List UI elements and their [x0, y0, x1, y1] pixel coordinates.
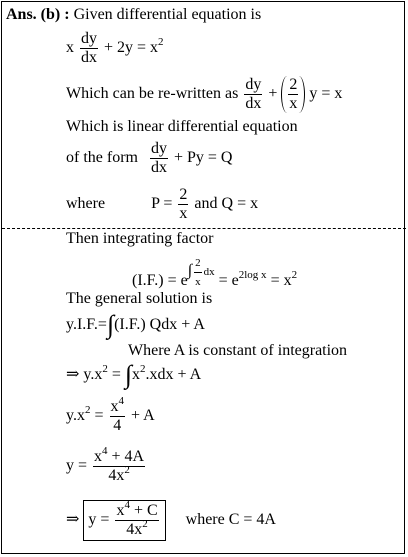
general-solution-text: The general solution is — [66, 290, 213, 307]
rewritten-equation: Which can be re-written as $\frac{dy}{dx}$ + $\frac{2}{x}$ y = x — [66, 76, 343, 112]
parenthesis: $\frac{2}{x}$ — [281, 76, 305, 113]
final-answer-box: y = $\frac{x^4 + C}{4x^2}$ — [83, 500, 165, 541]
where-line: where P = $\frac{2}{x}$ and Q = x — [66, 186, 259, 222]
if-text: Then integrating factor — [66, 230, 214, 247]
step-1: ⇒ $y.x^2 = \int x^2.xdx + A$ — [66, 360, 202, 390]
step-3: y = $\frac{x^4 + 4A}{4x^2}$ — [66, 445, 145, 484]
linear-text: Which is linear differential equation — [66, 118, 298, 135]
answer-header — [6, 6, 261, 24]
fraction: $\frac{dy}{dx}$ — [81, 30, 97, 66]
form-equation: of the form $\frac{dy}{dx}$ + Py = Q — [66, 140, 233, 176]
step-2: $y.x^2$ = $\frac{x^4}{4}$ + A — [66, 395, 155, 434]
section-divider — [2, 228, 406, 229]
intro-text: Given differential equation is — [73, 6, 262, 23]
final-answer: ⇒ y = $\frac{x^4 + C}{4x^2}$ where C = 4A — [66, 500, 276, 541]
answer-label: Ans. (b) : — [6, 6, 70, 23]
if-equation: (I.F.) = e∫ $\frac{2}{x}$ dx = $e^{2log x} = x^2$ — [132, 254, 297, 291]
general-equation: y.I.F.=∫(I.F.) Qdx + A — [66, 310, 205, 340]
equation-1: x $\frac{dy}{dx}$ + $2y = x^2$ — [66, 30, 164, 66]
constant-text: Where A is constant of integration — [128, 342, 348, 359]
